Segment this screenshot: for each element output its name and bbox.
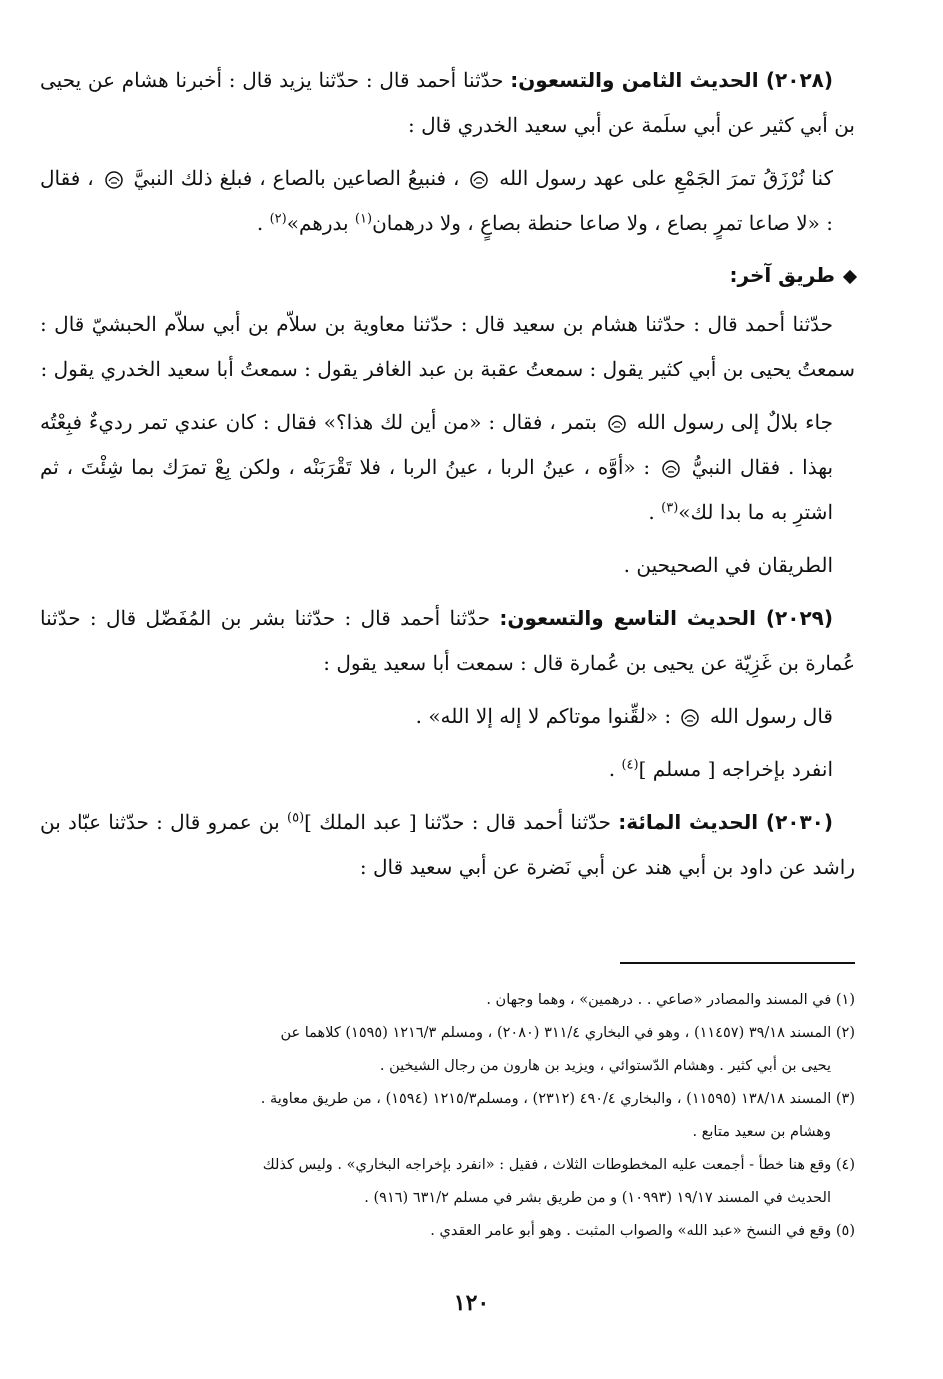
diamond-bullet-icon [843, 269, 857, 283]
footnote-3 [40, 1083, 855, 1149]
footnote-ref: (٤) [621, 757, 639, 773]
footnote-ref: (٣) [661, 500, 679, 516]
matn-text: : «أوَّه ، عينُ الربا ، عينُ الربا ، فلا تَقْرَبَنْه ، ولكن بِعْ تمرَك بما شِئْتَ ، ثم اشترِ به ما بدا لك» [40, 455, 833, 524]
another-path-heading [40, 254, 855, 296]
footnote-1 [40, 984, 855, 1017]
footnote-2 [40, 1017, 855, 1083]
path-isnad: حدّثنا أحمد قال : حدّثنا هشام بن سعيد قال : حدّثنا معاوية بن سلاّم بن أبي سلاّم الحبشيّ قال : سمعتُ يحيى بن أبي كثير يقول : سمعتُ عقبة بن عبد الغافر يقول : سمعتُ أبا سعيد الخدري يقول : [40, 312, 855, 381]
footnote-text: يحيى بن أبي كثير . وهشام الدّستوائي ، ويزيد بن هارون من رجال الشيخين . [379, 1058, 831, 1074]
hadith-2029-solo [40, 747, 855, 792]
matn-text: كنا نُرْزَقُ تمرَ الجَمْعِ على عهد رسول الله [499, 166, 834, 190]
hadith-isnad: حدّثنا أحمد قال : حدّثنا بشر بن المُفَضّل قال : حدّثنا عُمارة بن غَزِيّة عن يحيى بن عُمارة قال : سمعت أبا سعيد يقول : [40, 606, 855, 675]
footnote-text: الحديث في المسند ١٩/١٧ (١٠٩٩٣) و من طريق بشر في مسلم ٦٣١/٢ (٩١٦) . [364, 1190, 831, 1206]
footnotes [40, 984, 855, 1248]
hadith-2030 [40, 800, 855, 890]
footnote-ref: (١) [354, 211, 373, 227]
footnote-5 [40, 1215, 855, 1248]
both-paths-note: الطريقان في الصحيحين . [623, 553, 833, 577]
footnote-text: (٥) وقع في النسخ «عبد الله» والصواب المثبت . وهو أبو عامر العقدي . [430, 1223, 855, 1239]
footnote-text: (٢) المسند ٣٩/١٨ (١١٤٥٧) ، وهو في البخاري ٣١١/٤ (٢٠٨٠) ، ومسلم ١٢١٦/٣ (١٥٩٥) كلاهما عن [280, 1025, 855, 1041]
salla-ligature-icon [661, 459, 681, 479]
salla-ligature-icon [469, 170, 489, 190]
main-text [40, 58, 855, 898]
footnote-text: (٤) وقع هنا خطأ - أجمعت عليه المخطوطات الثلاث ، فقيل : «انفرد بإخراجه البخاري» . وليس كذلك [262, 1157, 855, 1173]
hadith-heading: (٢٠٣٠) الحديث المائة: [618, 810, 834, 834]
matn-text: بتمر ، فقال : «من أين لك هذا؟» فقال : كان عندي تمر رديءٌ فبِعْتُه بهذا . فقال النبيُّ [40, 410, 834, 479]
matn-text: قال رسول الله [709, 704, 833, 728]
footnote-4 [40, 1149, 855, 1215]
footnote-ref: (٥) [287, 810, 305, 826]
matn-text: جاء بلالٌ إلى رسول الله [636, 410, 833, 434]
hadith-2029 [40, 596, 855, 686]
hadith-heading: (٢٠٢٩) الحديث التاسع والتسعون: [499, 606, 833, 630]
matn-text: : «لقِّنوا موتاكم لا إله إلا الله» . [415, 704, 672, 728]
matn-text: ، فقال : «لا صاعا تمرٍ بصاع ، ولا صاعا حنطة بصاعٍ ، ولا درهمان [40, 166, 833, 235]
path-matn [40, 400, 855, 535]
salla-ligature-icon [680, 708, 700, 728]
page-number: ١٢٠ [453, 1290, 490, 1316]
footnote-separator [620, 962, 855, 964]
hadith-isnad: حدّثنا أحمد قال : حدّثنا يزيد قال : أخبرنا هشام عن يحيى بن أبي كثير عن أبي سلَمة عن أبي سعيد الخدري قال : [40, 68, 855, 137]
hadith-isnad: حدّثنا أحمد قال : حدّثنا [ عبد الملك ] [304, 810, 611, 834]
matn-text: بدرهم» [286, 211, 349, 235]
hadith-heading: (٢٠٢٨) الحديث الثامن والتسعون: [510, 68, 833, 92]
matn-text: ، فنبيعُ الصاعين بالصاع ، فبلغ ذلك النبيَّ [133, 166, 460, 190]
footnote-text: (١) في المسند والمصادر «صاعي . . درهمين» ، وهما وجهان . [486, 992, 855, 1008]
hadith-2028-matn [40, 156, 855, 246]
salla-ligature-icon [607, 414, 627, 434]
footnote-ref: (٢) [269, 211, 287, 227]
solo-text: . [608, 757, 616, 781]
solo-text: انفرد بإخراجه [ مسلم ] [638, 757, 833, 781]
salla-ligature-icon [104, 170, 124, 190]
heading-text: طريق آخر: [729, 263, 835, 287]
hadith-isnad: بن عمرو قال : حدّثنا عبّاد بن راشد عن داود بن أبي هند عن أبي نَضرة عن أبي سعيد قال : [40, 810, 855, 879]
matn-text: . [256, 211, 264, 235]
footnote-text: (٣) المسند ١٣٨/١٨ (١١٥٩٥) ، والبخاري ٤٩٠/٤ (٢٣١٢) ، ومسلم١٢١٥/٣ (١٥٩٤) ، من طريق معاوية . [260, 1091, 855, 1107]
footnote-text: وهشام بن سعيد متابع . [692, 1124, 831, 1140]
matn-text: . [648, 500, 655, 524]
hadith-2029-matn [40, 694, 855, 739]
hadith-2028 [40, 58, 855, 148]
